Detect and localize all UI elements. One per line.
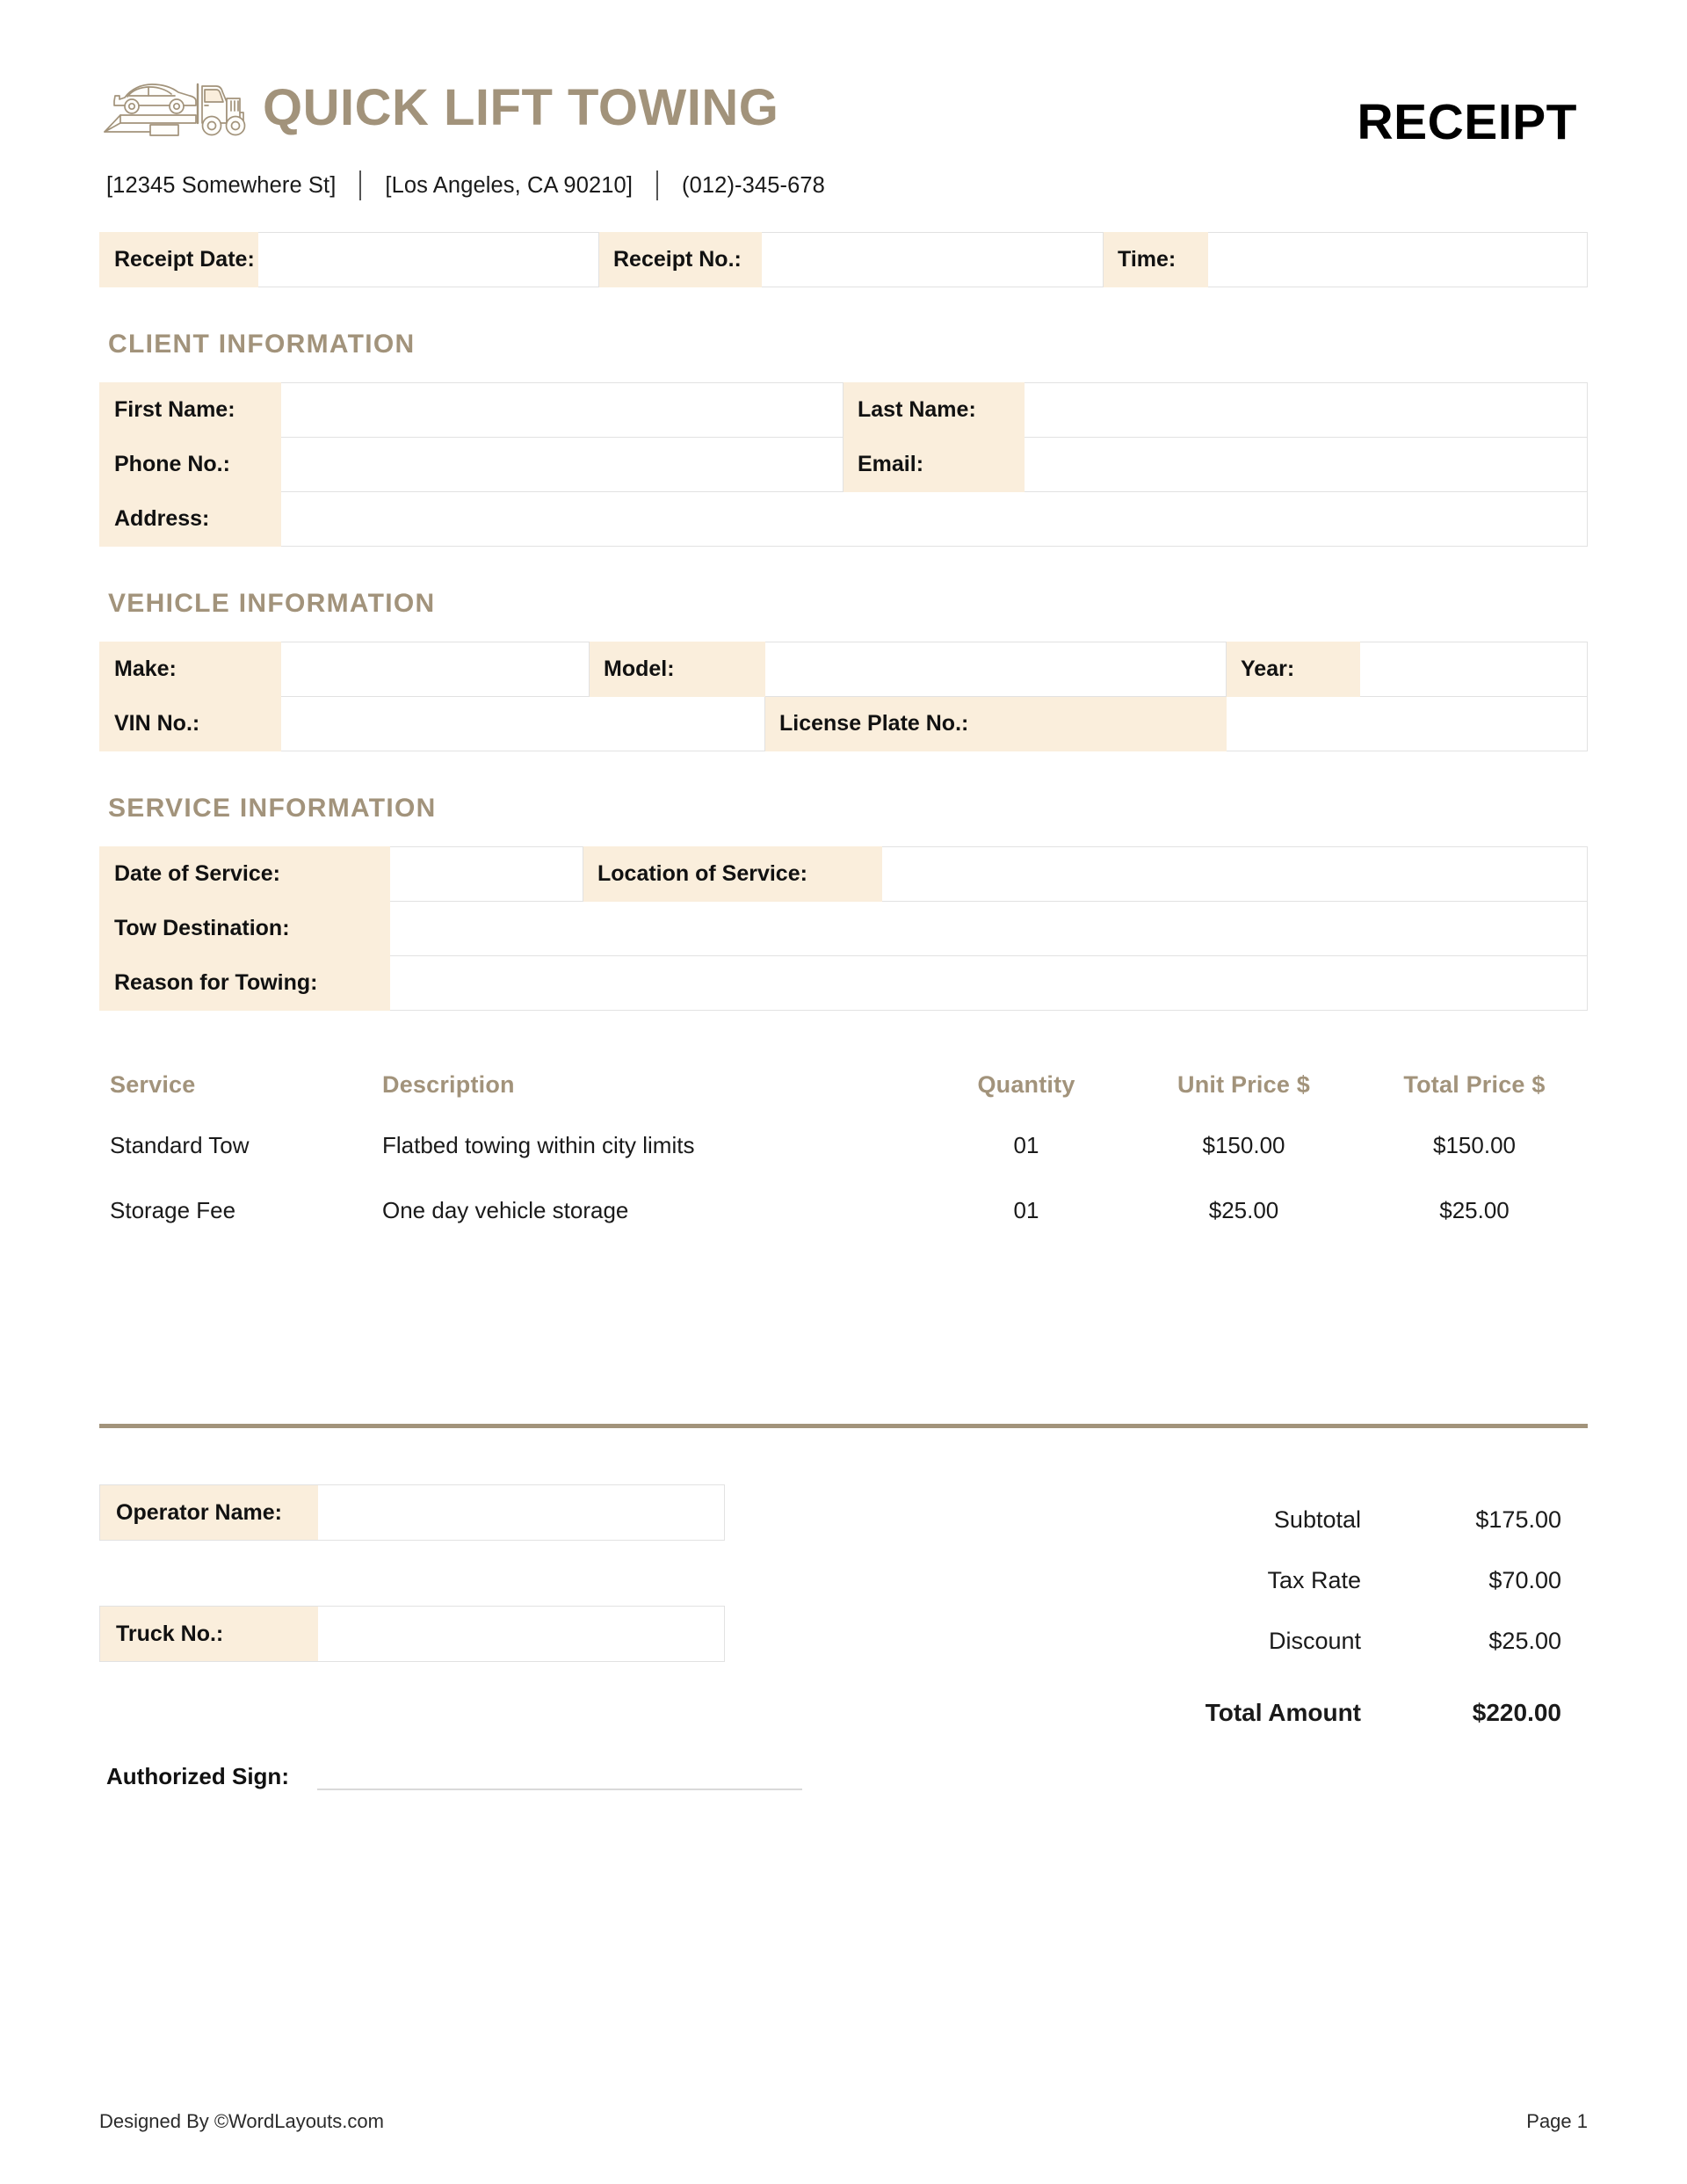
subtotal-value: $175.00 <box>1475 1506 1561 1533</box>
totals-row-total <box>1061 1682 1588 1743</box>
receipt-no-input[interactable] <box>762 233 1104 287</box>
table-row <box>100 902 1588 956</box>
brand-block <box>99 69 778 148</box>
reason-for-towing-label: Reason for Towing: <box>100 956 390 1011</box>
contact-street: [12345 Somewhere St] <box>106 172 337 198</box>
line-items-header-row <box>99 1056 1589 1113</box>
line-item-total-price: $25.00 <box>1439 1196 1510 1223</box>
subtotal-label: Subtotal <box>1273 1506 1361 1533</box>
reason-for-towing-input[interactable] <box>390 956 1588 1011</box>
table-row <box>100 492 1588 547</box>
totals-table <box>1061 1490 1588 1743</box>
operator-name-field <box>99 1484 725 1541</box>
column-header-quantity: Quantity <box>977 1070 1075 1098</box>
column-header-description: Description <box>382 1070 515 1098</box>
phone-input[interactable] <box>281 438 844 492</box>
license-plate-input[interactable] <box>1227 697 1588 751</box>
truck-no-input[interactable] <box>318 1607 724 1661</box>
totals-row-tax <box>1061 1550 1588 1611</box>
tax-rate-value: $70.00 <box>1488 1567 1561 1593</box>
field-spacer <box>99 1541 802 1606</box>
operator-name-input[interactable] <box>318 1485 724 1540</box>
year-label: Year: <box>1227 642 1360 697</box>
line-items-table <box>99 1056 1589 1243</box>
table-row <box>100 438 1588 492</box>
operator-block <box>99 1484 802 1790</box>
bottom-section <box>99 1484 1588 1790</box>
tax-rate-label: Tax Rate <box>1267 1567 1361 1593</box>
contact-line <box>99 171 1588 200</box>
email-label: Email: <box>844 438 1025 492</box>
last-name-label: Last Name: <box>844 383 1025 438</box>
receipt-date-input[interactable] <box>258 233 599 287</box>
year-input[interactable] <box>1360 642 1588 697</box>
service-information-table <box>99 846 1588 1011</box>
column-header-service: Service <box>110 1070 196 1098</box>
line-item-service: Storage Fee <box>110 1196 236 1223</box>
service-information-heading: SERVICE INFORMATION <box>108 794 437 823</box>
totals-row-subtotal <box>1061 1490 1588 1550</box>
line-item-service: Standard Tow <box>110 1131 250 1158</box>
vehicle-information-heading: VEHICLE INFORMATION <box>108 589 436 618</box>
footer-page-number: Page 1 <box>1526 2110 1588 2132</box>
client-information-heading: CLIENT INFORMATION <box>108 330 416 359</box>
contact-divider-icon <box>656 171 658 200</box>
authorized-sign-label: Authorized Sign: <box>106 1763 289 1789</box>
time-input[interactable] <box>1208 233 1588 287</box>
receipt-no-label: Receipt No.: <box>599 233 762 287</box>
license-plate-label: License Plate No.: <box>765 697 1227 751</box>
line-item-description: One day vehicle storage <box>382 1196 629 1223</box>
vehicle-information-table <box>99 642 1588 751</box>
brand-name: QUICK LIFT TOWING <box>263 79 779 136</box>
page-footer <box>99 2110 1588 2133</box>
authorized-sign-row <box>99 1760 802 1790</box>
tow-truck-icon <box>99 69 247 148</box>
last-name-input[interactable] <box>1025 383 1588 438</box>
section-divider <box>99 1424 1588 1428</box>
discount-label: Discount <box>1268 1628 1361 1654</box>
contact-divider-icon <box>359 171 361 200</box>
address-input[interactable] <box>281 492 1588 547</box>
authorized-sign-input[interactable] <box>317 1760 802 1790</box>
discount-value: $25.00 <box>1488 1628 1561 1654</box>
table-row <box>100 642 1588 697</box>
model-label: Model: <box>590 642 765 697</box>
first-name-label: First Name: <box>100 383 281 438</box>
contact-city: [Los Angeles, CA 90210] <box>385 172 634 198</box>
receipt-date-label: Receipt Date: <box>100 233 258 287</box>
vin-input[interactable] <box>281 697 765 751</box>
address-label: Address: <box>100 492 281 547</box>
first-name-input[interactable] <box>281 383 844 438</box>
line-item-quantity: 01 <box>1013 1131 1039 1158</box>
operator-name-label: Operator Name: <box>100 1485 318 1540</box>
email-input[interactable] <box>1025 438 1588 492</box>
total-amount-value: $220.00 <box>1472 1698 1561 1726</box>
client-information-table <box>99 382 1588 547</box>
date-of-service-label: Date of Service: <box>100 847 390 902</box>
table-row <box>100 697 1588 751</box>
table-row <box>99 1178 1589 1243</box>
document-title: RECEIPT <box>1357 94 1577 150</box>
table-row <box>100 383 1588 438</box>
location-of-service-label: Location of Service: <box>583 847 882 902</box>
truck-no-label: Truck No.: <box>100 1607 318 1661</box>
footer-credit: Designed By ©WordLayouts.com <box>99 2110 384 2132</box>
make-label: Make: <box>100 642 281 697</box>
line-item-quantity: 01 <box>1013 1196 1039 1223</box>
contact-phone: (012)-345-678 <box>682 172 825 198</box>
table-row <box>100 956 1588 1011</box>
truck-no-field <box>99 1606 725 1662</box>
column-header-unit-price: Unit Price $ <box>1177 1070 1310 1098</box>
phone-label: Phone No.: <box>100 438 281 492</box>
total-amount-label: Total Amount <box>1205 1698 1361 1726</box>
line-item-unit-price: $25.00 <box>1208 1196 1279 1223</box>
column-header-total-price: Total Price $ <box>1403 1070 1546 1098</box>
vin-label: VIN No.: <box>100 697 281 751</box>
date-of-service-input[interactable] <box>390 847 583 902</box>
tow-destination-label: Tow Destination: <box>100 902 390 956</box>
make-input[interactable] <box>281 642 590 697</box>
location-of-service-input[interactable] <box>882 847 1588 902</box>
line-item-unit-price: $150.00 <box>1202 1131 1285 1158</box>
table-row <box>100 847 1588 902</box>
page-header <box>99 0 1588 151</box>
table-row <box>100 233 1588 287</box>
tow-destination-input[interactable] <box>390 902 1588 956</box>
totals-row-discount <box>1061 1611 1588 1672</box>
totals-block <box>1061 1484 1588 1790</box>
table-row <box>99 1113 1589 1178</box>
line-item-total-price: $150.00 <box>1433 1131 1516 1158</box>
receipt-meta-table <box>99 232 1588 287</box>
model-input[interactable] <box>765 642 1227 697</box>
time-label: Time: <box>1104 233 1208 287</box>
line-item-description: Flatbed towing within city limits <box>382 1131 695 1158</box>
